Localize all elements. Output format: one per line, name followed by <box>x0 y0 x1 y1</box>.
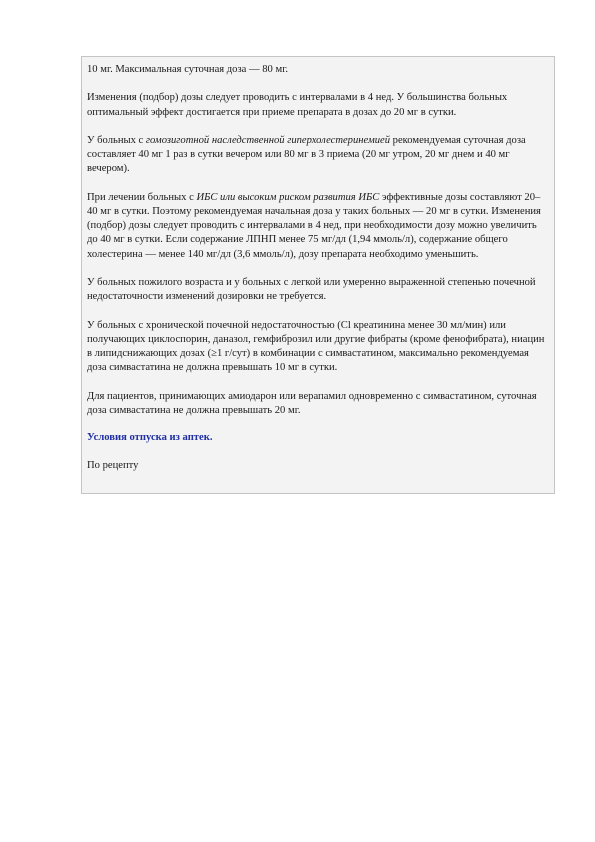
paragraph-ihd <box>87 191 550 262</box>
paragraph-dose-adjustment: Изменения (подбор) дозы следует проводить с интервалами в 4 нед. У большинства больных оптимальный эффект достигается при приеме препарата в дозах до 20 мг в сутки. <box>87 92 508 118</box>
text-segment: У больных с <box>87 134 146 146</box>
document-text-box <box>81 56 555 494</box>
paragraph-amiodarone: Для пациентов, принимающих амиодарон или верапамил одновременно с симвастатином, суточная доза симвастатина не должна превышать 20 мг. <box>87 390 537 416</box>
emphasis-term: гомозиготной наследственной гиперхолестеринемией <box>145 134 391 146</box>
paragraph-homozygous <box>87 134 550 177</box>
text-segment: рекомендуемая суточная доза составляет 40 мг 1 раз в сутки вечером или 80 мг в 3 приема (20 мг утром, 20 мг днем и 40 мг вечером). <box>87 134 526 175</box>
paragraph-renal-failure: У больных с хронической почечной недостаточностью (Cl креатинина менее 30 мл/мин) или получающих циклоспорин, даназол, гемфиброзил или другие фибраты (кроме фенофибрата), ниацин в липидснижающих дозах (≥1 г/сут) в комбинации с симвастатином, максимально рекомендуемая доза симвастатина не должна превышать 10 мг в сутки. <box>87 319 545 374</box>
paragraph-prescription: По рецепту <box>87 460 139 472</box>
text-segment: При лечении больных с <box>87 191 197 203</box>
paragraph-max-dose: 10 мг. Максимальная суточная доза — 80 мг. <box>87 64 289 75</box>
text-segment: эффективные дозы составляют 20–40 мг в сутки. Поэтому рекомендуемая начальная доза у таких больных — 20 мг в сутки. Изменения (подбор) дозы следует проводить с интервалами в 4 нед, при необходимости дозу можно увеличить до 40 мг в сутки. Если содержание ЛПНП менее 75 мг/дл (1,94 ммоль/л), содержание общего холестерина — менее 140 мг/дл (3,6 ммоль/л), дозу препарата необходимо уменьшить. <box>87 191 541 260</box>
emphasis-term: ИБС или высоким риском развития ИБС <box>196 191 380 203</box>
section-heading-dispensing: Условия отпуска из аптек. <box>87 431 213 443</box>
paragraph-elderly: У больных пожилого возраста и у больных с легкой или умеренно выраженной степенью почечной недостаточности изменений дозировки не требуется. <box>87 276 536 303</box>
